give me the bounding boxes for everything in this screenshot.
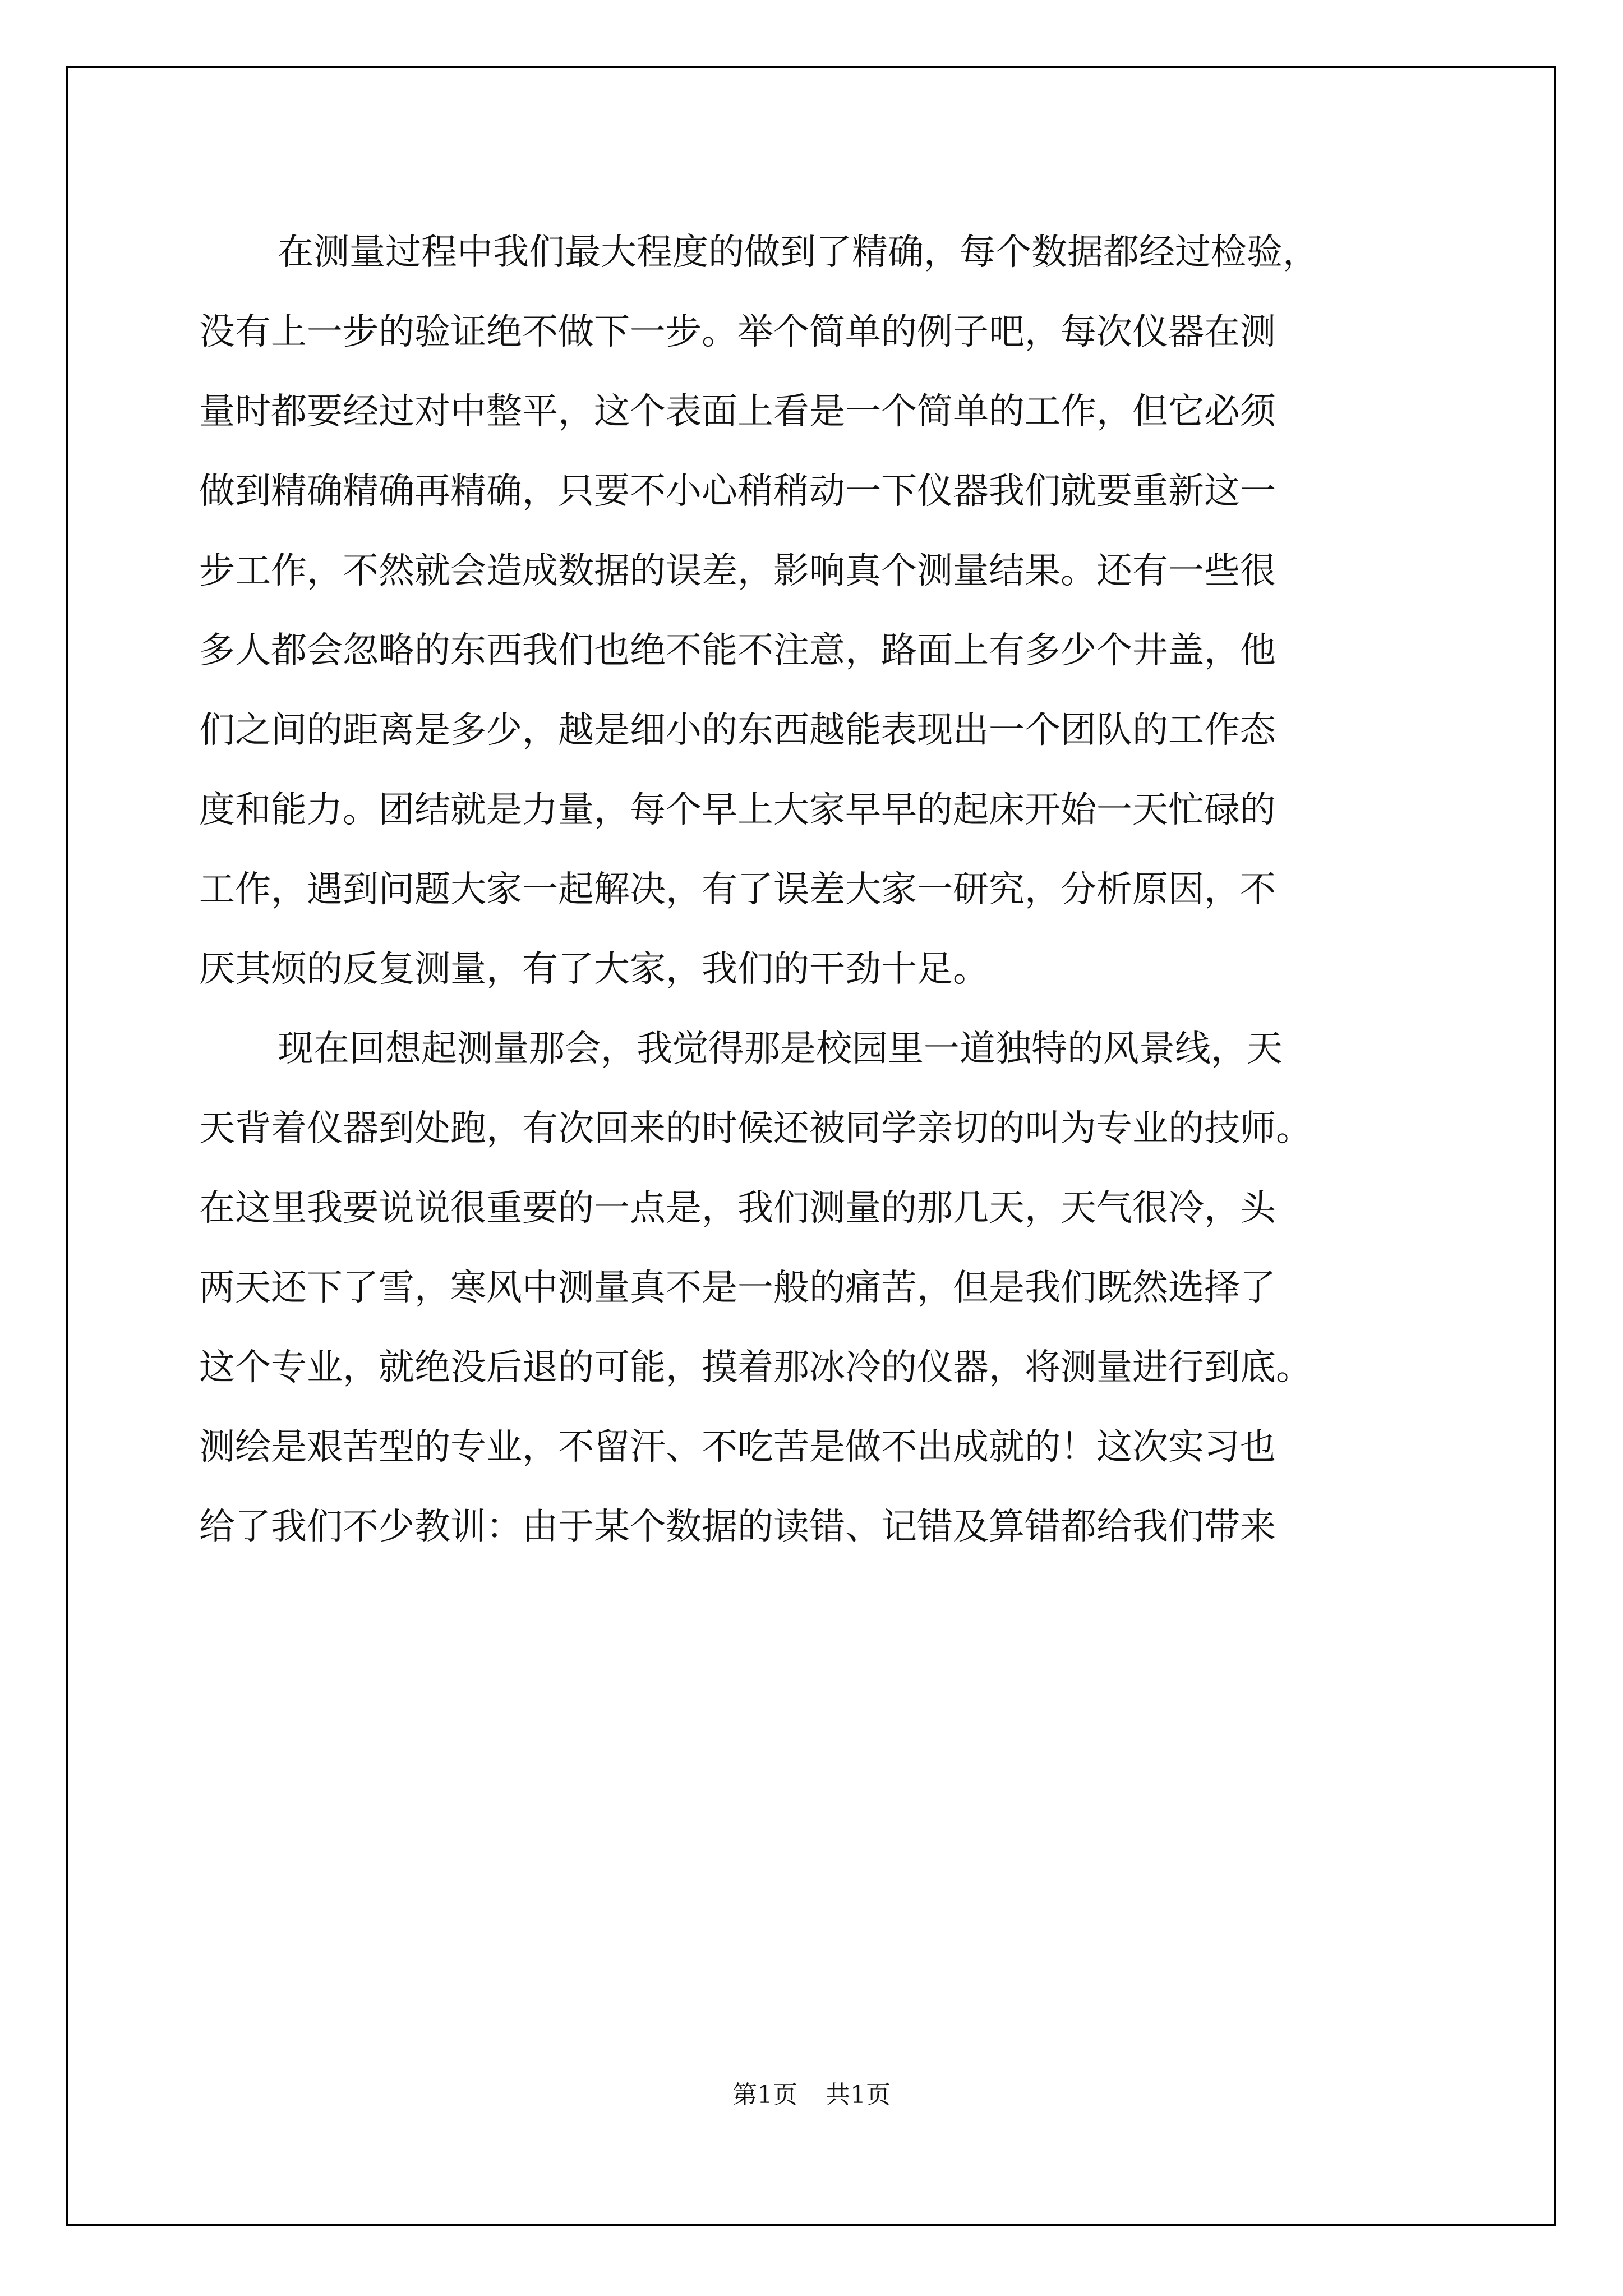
paragraph-1-line-5: 步工作，不然就会造成数据的误差，影响真个测量结果。还有一些很 <box>199 550 1276 592</box>
paragraph-1-line-2: 没有上一步的验证绝不做下一步。举个简单的例子吧，每次仪器在测 <box>199 311 1276 353</box>
page-number-total: 共1页 <box>826 2081 891 2109</box>
paragraph-1-line-8: 度和能力。团结就是力量，每个早上大家早早的起床开始一天忙碌的 <box>199 789 1276 831</box>
document-body <box>199 213 1422 1567</box>
paragraph-2-line-6: 测绘是艰苦型的专业，不留汗、不吃苦是做不出成就的！这次实习也 <box>199 1427 1276 1468</box>
paragraph-1-line-3: 量时都要经过对中整平，这个表面上看是一个简单的工作，但它必须 <box>199 391 1276 432</box>
paragraph-1-line-4: 做到精确精确再精确，只要不小心稍稍动一下仪器我们就要重新这一 <box>199 471 1276 512</box>
paragraph-2-line-7: 给了我们不少教训：由于某个数据的读错、记错及算错都给我们带来 <box>199 1506 1276 1548</box>
paragraph-2-line-2: 天背着仪器到处跑，有次回来的时候还被同学亲切的叫为专业的技师。 <box>199 1108 1312 1149</box>
paragraph-1-line-6: 多人都会忽略的东西我们也绝不能不注意，路面上有多少个井盖，他 <box>199 630 1276 671</box>
page-number-current: 第1页 <box>732 2081 797 2109</box>
paragraph-1-line-10: 厌其烦的反复测量，有了大家，我们的干劲十足。 <box>199 949 989 990</box>
paragraph-1-line-1: 在测量过程中我们最大程度的做到了精确，每个数据都经过检验， <box>278 232 1318 273</box>
paragraph-2-line-4: 两天还下了雪，寒风中测量真不是一般的痛苦，但是我们既然选择了 <box>199 1267 1276 1309</box>
paragraph-2-line-5: 这个专业，就绝没后退的可能，摸着那冰冷的仪器，将测量进行到底。 <box>199 1347 1312 1388</box>
paragraph-1-line-7: 们之间的距离是多少，越是细小的东西越能表现出一个团队的工作态 <box>199 710 1276 751</box>
page-footer <box>0 2074 1623 2110</box>
paragraph-2-line-3: 在这里我要说说很重要的一点是，我们测量的那几天，天气很冷，头 <box>199 1188 1276 1229</box>
paragraph-1-line-9: 工作，遇到问题大家一起解决，有了误差大家一研究，分析原因，不 <box>199 869 1276 910</box>
paragraph-2-line-1: 现在回想起测量那会，我觉得那是校园里一道独特的风景线，天 <box>278 1028 1283 1070</box>
